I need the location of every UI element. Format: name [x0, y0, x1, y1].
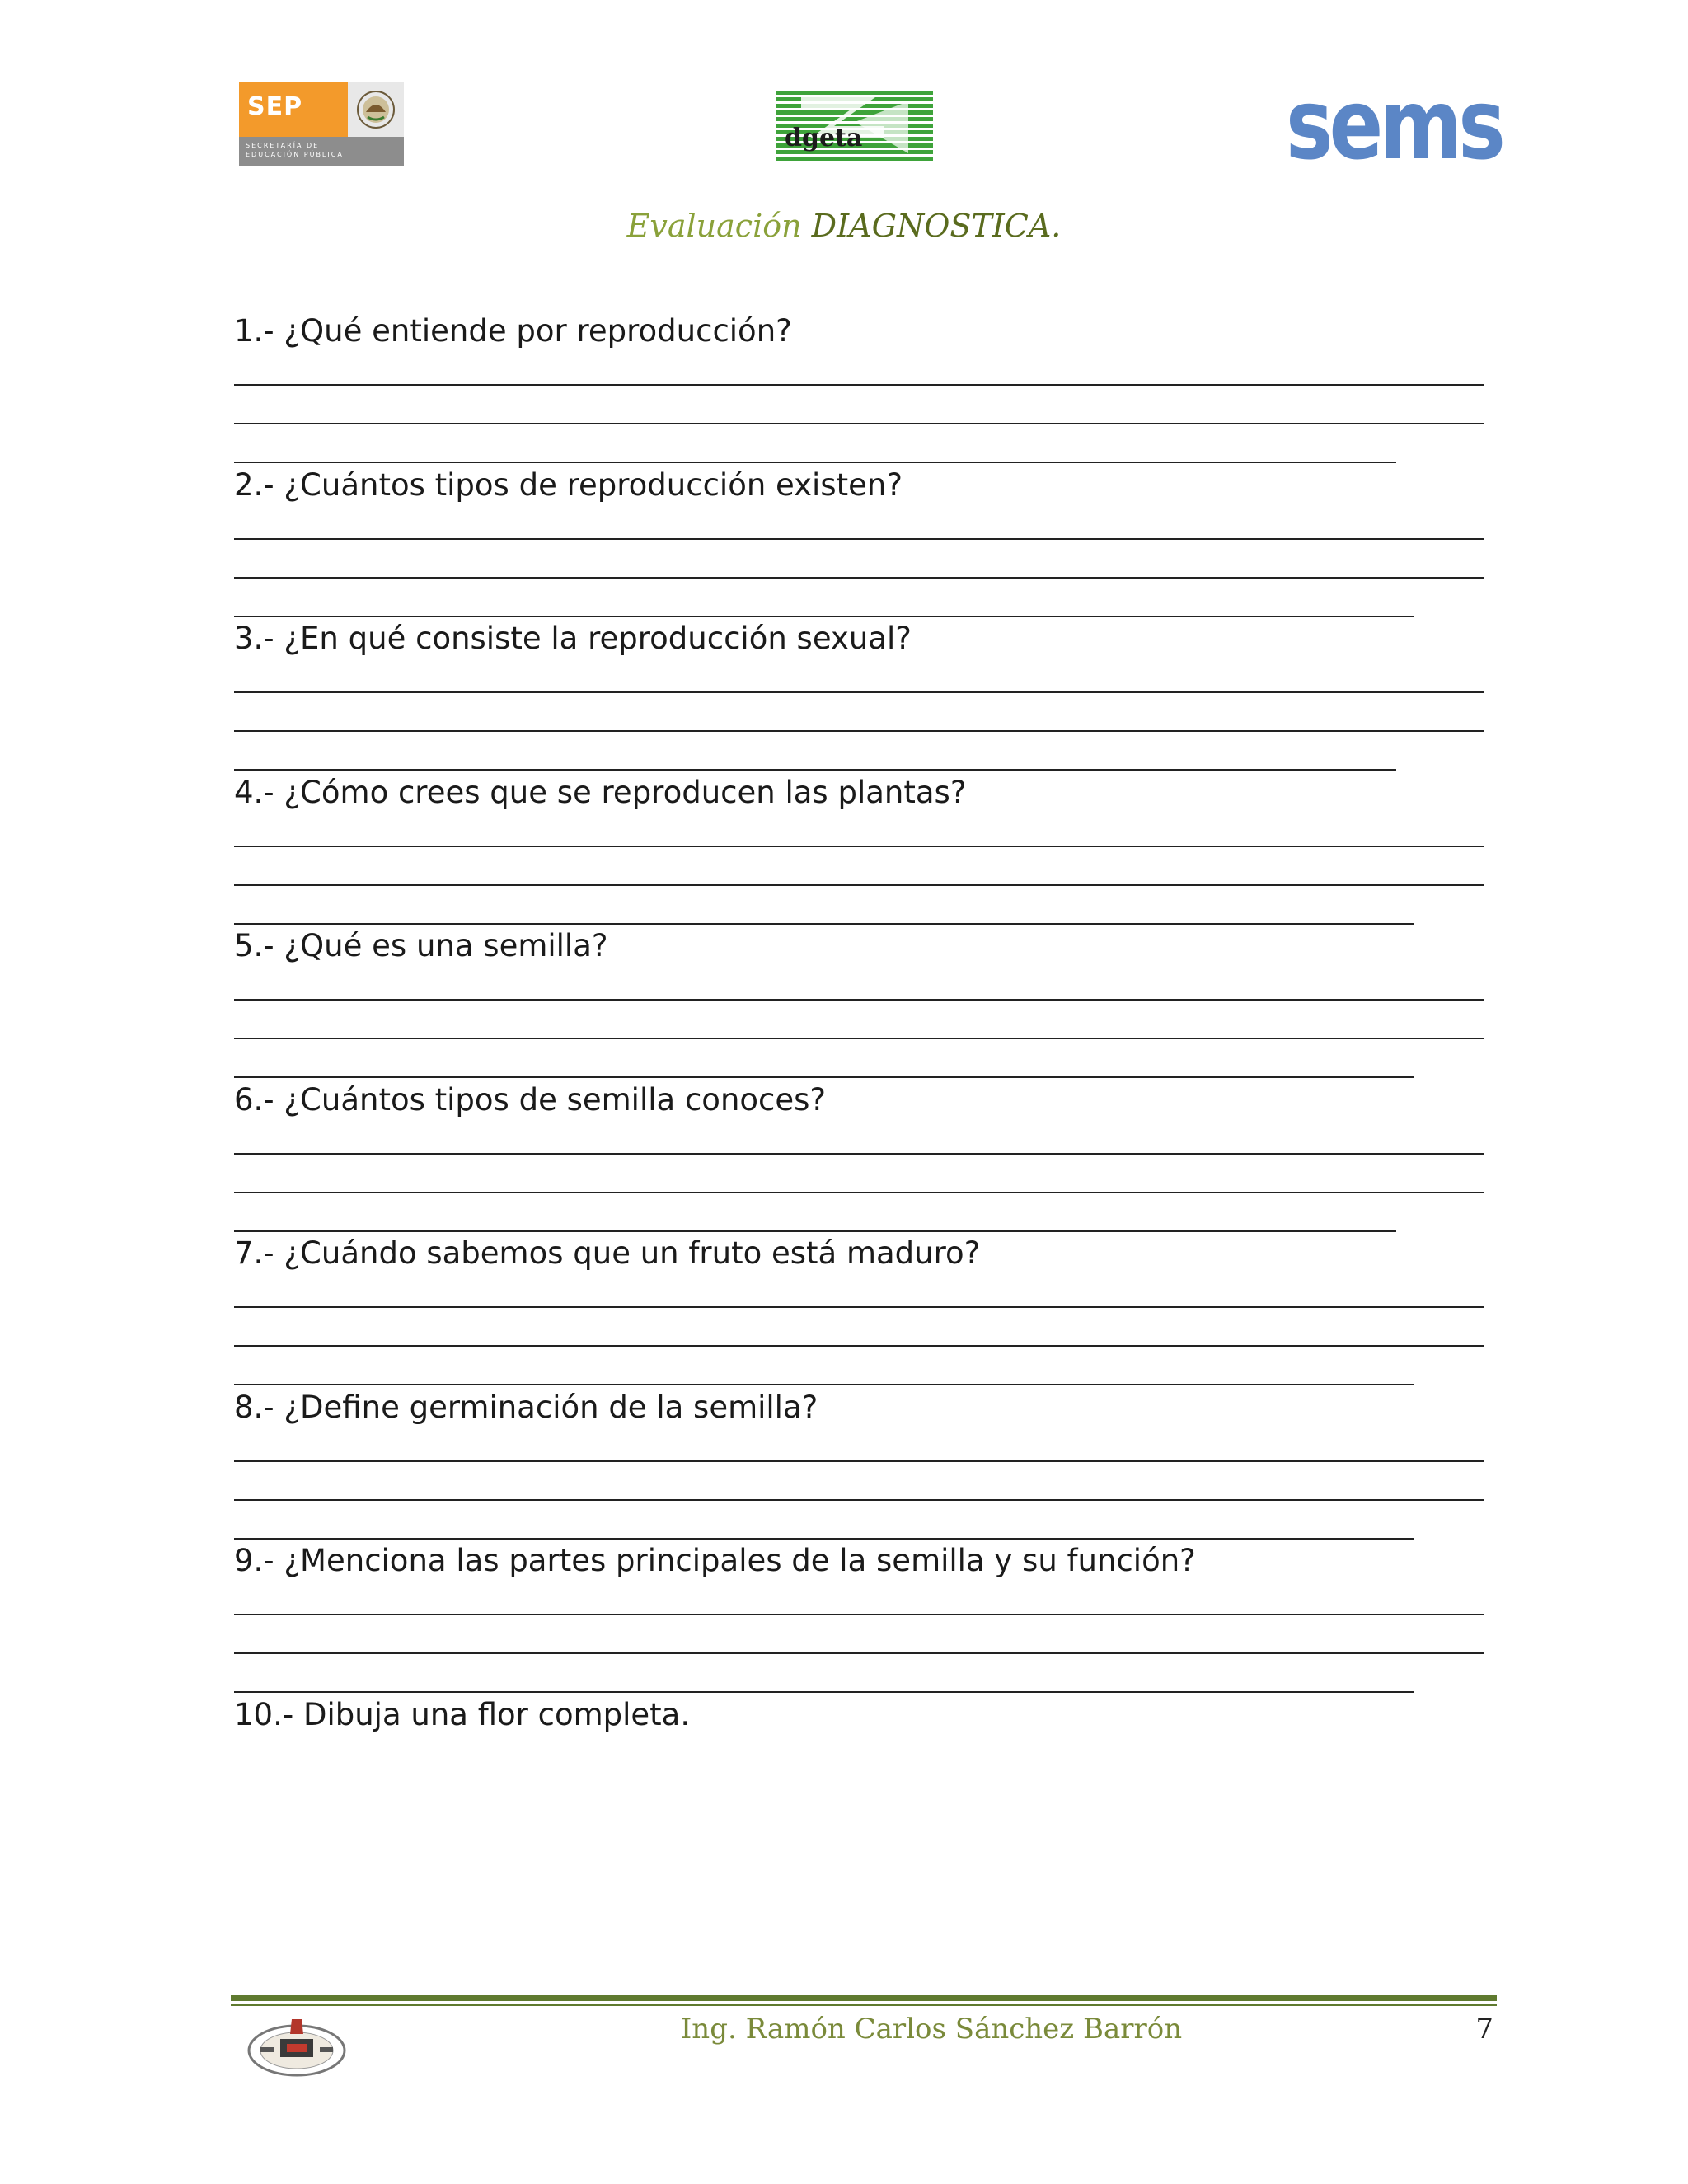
answer-line[interactable] [234, 730, 1484, 732]
answer-line[interactable] [234, 1652, 1484, 1654]
footer-rule-thick [231, 1995, 1497, 2001]
answer-line[interactable] [234, 1230, 1396, 1232]
answer-line[interactable] [234, 1076, 1414, 1078]
dgeta-logo-text: dgeta [785, 124, 863, 152]
question-text: 6.- ¿Cuántos tipos de semilla conoces? [234, 1081, 827, 1118]
question-item [234, 775, 1484, 929]
answer-line[interactable] [234, 1499, 1484, 1501]
answer-line[interactable] [234, 691, 1484, 693]
sems-logo [1286, 68, 1502, 181]
answer-line[interactable] [234, 769, 1396, 771]
question-text: 8.- ¿Define germinación de la semilla? [234, 1389, 818, 1425]
answer-line[interactable] [234, 423, 1484, 424]
sep-logo-text: SEP [247, 92, 303, 121]
answer-line[interactable] [234, 1153, 1484, 1155]
sep-logo-subtext: SECRETARÍA DE EDUCACIÓN PÚBLICA [246, 142, 344, 158]
question-text: 10.- Dibuja una flor completa. [234, 1696, 691, 1732]
answer-line[interactable] [234, 462, 1396, 463]
mexico-coat-of-arms-icon [348, 82, 404, 137]
answer-line[interactable] [234, 1192, 1484, 1193]
question-text: 5.- ¿Qué es una semilla? [234, 928, 608, 963]
answer-line[interactable] [234, 1038, 1484, 1039]
question-item [234, 1082, 1484, 1236]
question-text: 2.- ¿Cuántos tipos de reproducción existen? [234, 466, 903, 503]
footer-rule-thin [231, 2004, 1497, 2006]
footer-author: Ing. Ramón Carlos Sánchez Barrón [680, 2013, 1183, 2046]
question-text: 1.- ¿Qué entiende por reproducción? [234, 313, 792, 349]
question-item [234, 1697, 1484, 1851]
answer-line[interactable] [234, 1345, 1484, 1347]
answer-line[interactable] [234, 1384, 1414, 1385]
answer-line[interactable] [234, 846, 1484, 847]
question-text: 7.- ¿Cuándo sabemos que un fruto está maduro? [234, 1235, 981, 1271]
question-text: 3.- ¿En qué consiste la reproducción sexual? [234, 621, 912, 656]
question-text: 9.- ¿Menciona las partes principales de la semilla y su función? [234, 1543, 1196, 1578]
question-text: 4.- ¿Cómo crees que se reproducen las plantas? [234, 774, 967, 810]
answer-line[interactable] [234, 577, 1484, 579]
answer-line[interactable] [234, 538, 1484, 540]
answer-line[interactable] [234, 1538, 1414, 1540]
title-part-diagnostica: DIAGNOSTICA. [811, 208, 1062, 244]
drawing-area[interactable] [234, 1746, 1484, 1961]
question-item [234, 928, 1484, 1082]
answer-line[interactable] [234, 923, 1414, 925]
answer-line[interactable] [234, 884, 1484, 886]
answer-line[interactable] [234, 1614, 1484, 1615]
sep-logo-gray-band [239, 137, 404, 166]
question-item [234, 1543, 1484, 1697]
answer-line[interactable] [234, 384, 1484, 386]
sep-logo [239, 82, 404, 166]
question-list [234, 313, 1484, 1850]
question-item [234, 467, 1484, 621]
question-item [234, 1390, 1484, 1544]
answer-line[interactable] [234, 999, 1484, 1001]
answer-line[interactable] [234, 1691, 1414, 1693]
question-item [234, 313, 1484, 467]
question-item [234, 621, 1484, 775]
page-title [0, 208, 1688, 244]
sems-logo-text: sems [1286, 68, 1502, 181]
sep-logo-orange-block [239, 82, 348, 137]
answer-line[interactable] [234, 616, 1414, 617]
question-item [234, 1235, 1484, 1390]
answer-line[interactable] [234, 1460, 1484, 1462]
title-part-evaluacion: Evaluación [626, 208, 802, 244]
dgeta-logo [776, 89, 933, 162]
answer-line[interactable] [234, 1306, 1484, 1308]
page-number: 7 [1475, 2013, 1493, 2046]
